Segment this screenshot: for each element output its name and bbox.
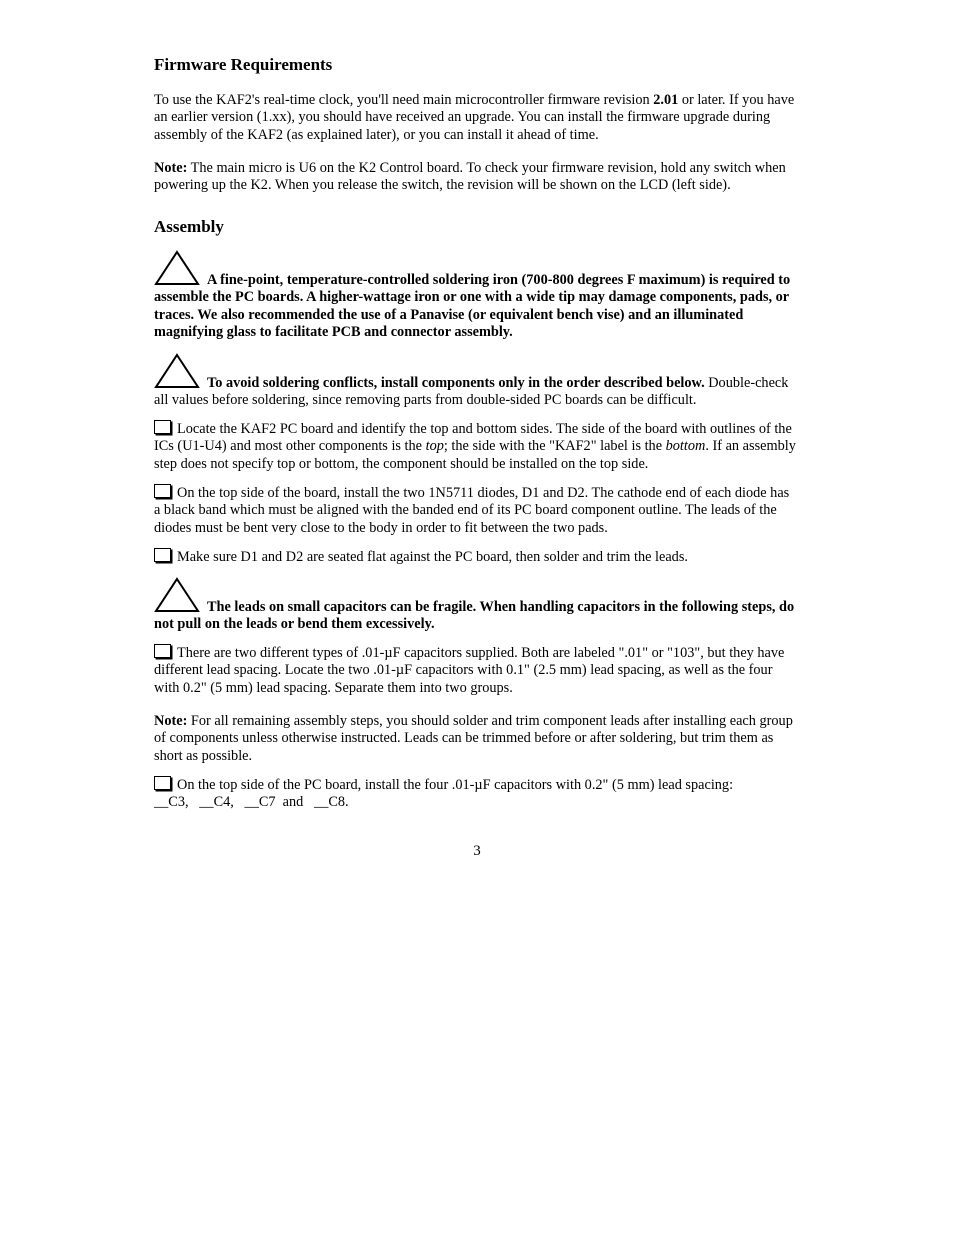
checkbox-icon[interactable] [154,548,171,562]
checkbox-icon[interactable] [154,776,171,790]
checkbox-icon[interactable] [154,644,171,658]
warning-soldering-iron: A fine-point, temperature-controlled soldering iron (700-800 degrees F maximum) is required to assemble the PC boards. A higher-wattage iron or one with a wide tip may damage components, pads, or traces. We also recommended the use of a Panavise (or equivalent bench vise) and an illuminated magnifying glass to facilitate PCB and connector assembly. [154,272,791,340]
firmware-note: Note: The main micro is U6 on the K2 Control board. To check your firmware revision, hold any switch when powering up the K2. When you release the switch, the revision will be shown on the LCD (left side). [154,160,786,194]
step-identify-sides: Locate the KAF2 PC board and identify the top and bottom sides. The side of the board with outlines of the ICs (U1-U4) and most other components is the top; the side with the "KAF2" label is the bottom. If an assembly step does not specify top or bottom, the component should be installed on the top side. [154,421,796,472]
step-install-diodes: On the top side of the board, install the two 1N5711 diodes, D1 and D2. The cathode end of each diode has a black band which must be aligned with the banded end of its PC board component outline. The leads of the diodes must be bent very close to the body in order to fit between the two pads. [154,485,790,536]
assembly-note: Note: For all remaining assembly steps, you should solder and trim component leads after installing each group of components unless otherwise instructed. Leads can be trimmed before or after soldering, but trim them as short as possible. [154,713,793,764]
warning-install-order: To avoid soldering conflicts, install components only in the order described below. Double-check all values before soldering, since removing parts from double-sided PC boards can be difficult. [154,375,789,409]
checkbox-icon[interactable] [154,420,171,434]
step-sort-capacitors: There are two different types of .01-µF capacitors supplied. Both are labeled ".01" or "103", but they have different lead spacing. Locate the two .01-µF capacitors with 0.1" (2.5 mm) lead spacing, as well as the four with 0.2" (5 mm) lead spacing. Separate them into two groups. [154,645,785,696]
page-number: 3 [473,843,481,859]
step-solder-diodes: Make sure D1 and D2 are seated flat against the PC board, then solder and trim the leads. [154,548,799,566]
assembly-heading: Assembly [154,217,224,236]
step-install-capacitors: On the top side of the PC board, install the four .01-µF capacitors with 0.2" (5 mm) lead spacing: __C3, __C4, __C7 and __C8. [154,777,734,811]
warning-capacitor-leads: The leads on small capacitors can be fragile. When handling capacitors in the following steps, do not pull on the leads or bend them excessively. [154,599,795,633]
firmware-heading: Firmware Requirements [154,55,333,74]
checkbox-icon[interactable] [154,484,171,498]
firmware-paragraph: To use the KAF2's real-time clock, you'll need main microcontroller firmware revision 2.01 or later. If you have an earlier version (1.xx), you should have received an upgrade. You can install the firmware upgrade during assembly of the KAF2 (as explained later), or you can install it ahead of time. [154,92,795,143]
